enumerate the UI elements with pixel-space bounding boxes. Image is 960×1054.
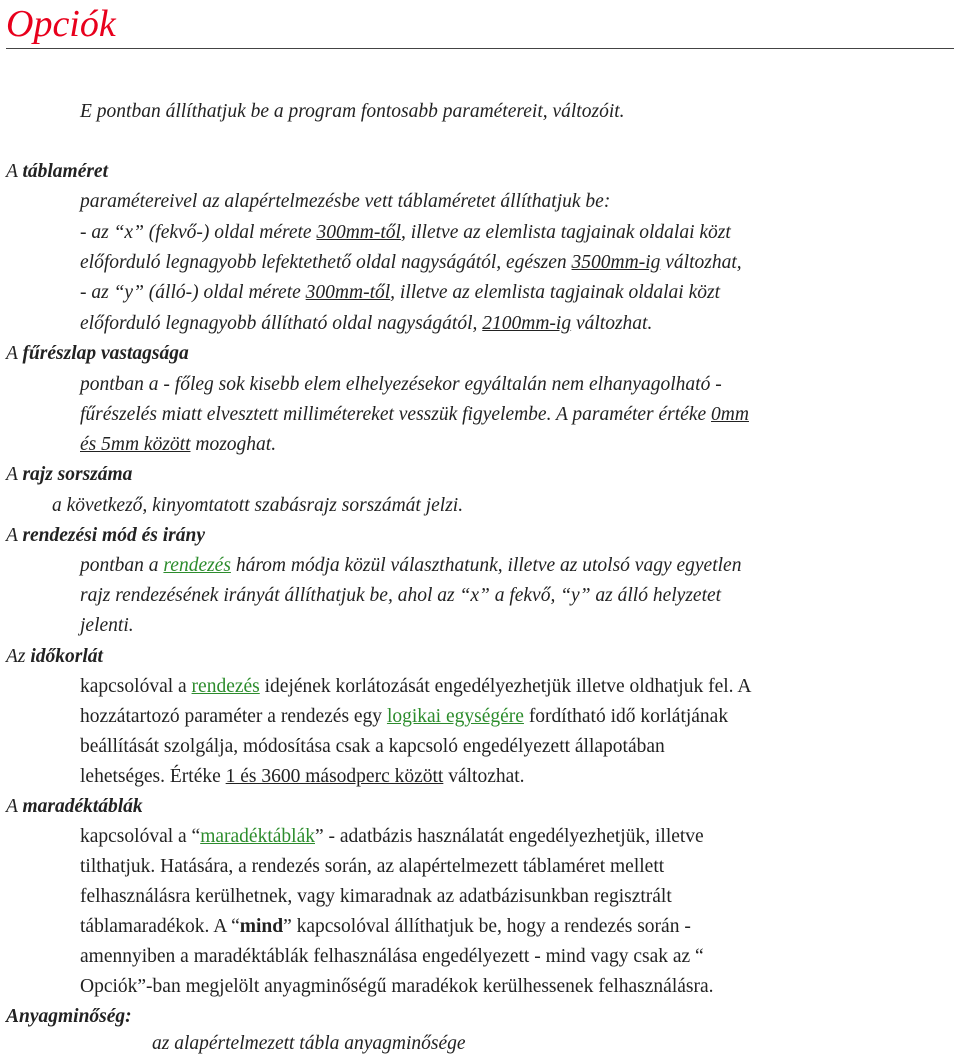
mind-term: mind (239, 916, 284, 937)
paragraph-line: amennyiben a maradéktáblák felhasználása engedélyezett - mind vagy csak az “ (80, 946, 704, 967)
maradektablak-link[interactable]: maradéktáblák (200, 826, 315, 847)
paragraph-line: fűrészelés miatt elvesztett millimétereket vesszük figyelembe. A paraméter értéke 0mm (80, 404, 749, 425)
paragraph-line: paramétereivel az alapértelmezésbe vett táblaméretet állíthatjuk be: (80, 191, 611, 212)
paragraph-line: jelenti. (80, 615, 134, 636)
rendezes-link[interactable]: rendezés (163, 555, 231, 576)
paragraph-line: Opciók”-ban megjelölt anyagminőségű maradékok kerülhessenek felhasználásra. (80, 976, 714, 997)
paragraph-line: pontban a rendezés három módja közül választhatunk, illetve az utolsó vagy egyetlen (80, 555, 742, 576)
heading-term: fűrészlap vastagsága (22, 343, 189, 364)
heading-prefix: A (6, 161, 23, 182)
rendezes-link[interactable]: rendezés (191, 676, 260, 697)
heading-term: időkorlát (30, 646, 103, 667)
paragraph-line: a következő, kinyomtatott szabásrajz sorszámát jelzi. (52, 495, 464, 516)
section-heading-rendezes: A rendezési mód és irány (6, 525, 205, 546)
logikai-egyseg-link[interactable]: logikai egységére (386, 706, 524, 727)
paragraph-line: felhasználásra kerülhetnek, vagy kimaradnak az adatbázisunkban regisztrált (80, 886, 672, 907)
paragraph-line: - az “y” (álló-) oldal mérete 300mm-től, illetve az elemlista tagjainak oldalai közt (80, 282, 720, 303)
title-divider (6, 48, 954, 49)
intro-text: E pontban állíthatjuk be a program fontosabb paramétereit, változóit. (80, 101, 625, 122)
section-heading-anyag (6, 1005, 132, 1029)
underlined-value: 1 és 3600 másodperc között (225, 766, 444, 787)
paragraph-line: előforduló legnagyobb állítható oldal nagyságától, 2100mm-ig változhat. (80, 313, 653, 334)
paragraph-line: előforduló legnagyobb lefektethető oldal nagyságától, egészen 3500mm-ig változhat, (80, 252, 742, 273)
underlined-value: 300mm-től (316, 222, 401, 243)
paragraph-line: kapcsolóval a rendezés idejének korlátozását engedélyezhetjük illetve oldhatjuk fel. A (80, 676, 752, 697)
paragraph-line: beállítását szolgálja, módosítása csak a kapcsoló engedélyezett állapotában (80, 736, 665, 757)
paragraph-line: táblamaradékok. A “mind” kapcsolóval állíthatjuk be, hogy a rendezés során - (80, 916, 691, 937)
underlined-value: 300mm-től (305, 282, 391, 303)
section-heading-idokorlat: Az időkorlát (6, 646, 103, 667)
section-heading-rajz: A rajz sorszáma (6, 464, 133, 485)
heading-term: rajz sorszáma (22, 464, 133, 485)
underlined-value: és 5mm között (80, 434, 191, 455)
underlined-value: 0mm (711, 404, 749, 425)
paragraph-line: lehetséges. Értéke 1 és 3600 másodperc között változhat. (80, 766, 525, 787)
paragraph-line: tilthatjuk. Hatására, a rendezés során, az alapértelmezett táblaméret mellett (80, 856, 665, 877)
underlined-value: 2100mm-ig (482, 313, 572, 334)
page-title: Opciók (6, 3, 116, 45)
heading-term: Anyagminőség: (6, 1006, 132, 1027)
section-heading-fureszlap: A fűrészlap vastagsága (6, 343, 189, 364)
heading-term: táblaméret (22, 161, 109, 182)
paragraph-line: pontban a - főleg sok kisebb elem elhelyezésekor egyáltalán nem elhanyagolható - (80, 374, 722, 395)
paragraph-line: az alapértelmezett tábla anyagminősége (152, 1033, 466, 1054)
heading-term: maradéktáblák (22, 796, 143, 817)
section-heading-maradek: A maradéktáblák (6, 796, 143, 817)
paragraph-line: kapcsolóval a “maradéktáblák” - adatbázis használatát engedélyezhetjük, illetve (80, 826, 704, 847)
paragraph-line: hozzátartozó paraméter a rendezés egy logikai egységére fordítható idő korlátjának (80, 706, 729, 727)
paragraph-line: - az “x” (fekvő-) oldal mérete 300mm-től, illetve az elemlista tagjainak oldalai közt (80, 222, 731, 243)
underlined-value: 3500mm-ig (571, 252, 661, 273)
section-heading-tablemeret (6, 160, 108, 184)
paragraph-line: és 5mm között mozoghat. (80, 434, 277, 455)
paragraph-line: rajz rendezésének irányát állíthatjuk be, ahol az “x” a fekvő, “y” az álló helyzetet (80, 585, 722, 606)
heading-term: rendezési mód és irány (22, 525, 205, 546)
